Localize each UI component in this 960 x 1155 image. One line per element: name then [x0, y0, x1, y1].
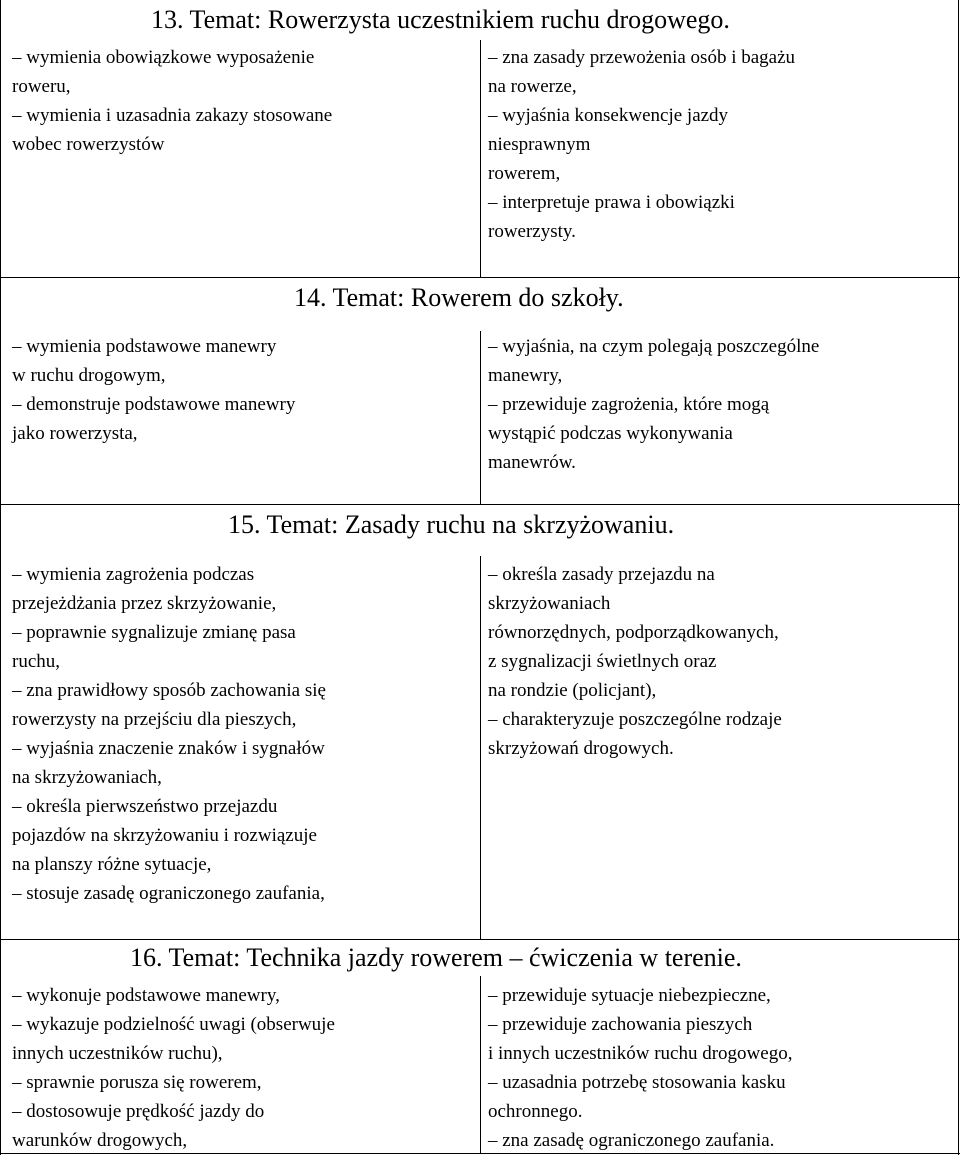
row-divider-13-14	[0, 277, 960, 278]
list-item: – zna zasadę ograniczonego zaufania.	[488, 1130, 775, 1151]
column-divider-13	[480, 40, 481, 277]
list-item: na planszy różne sytuacje,	[12, 854, 212, 875]
list-item: – wyjaśnia, na czym polegają poszczególne	[488, 336, 820, 357]
list-item: – przewiduje zagrożenia, które mogą	[488, 394, 770, 415]
table-border-right	[958, 0, 959, 1155]
section-15-skills-basic	[12, 560, 326, 908]
list-item: – poprawnie sygnalizuje zmianę pasa	[12, 622, 296, 643]
section-13-skills-basic	[12, 43, 332, 159]
list-item: – przewiduje zachowania pieszych	[488, 1014, 753, 1035]
section-title-14: 14. Temat: Rowerem do szkoły.	[294, 283, 624, 312]
list-item: skrzyżowań drogowych.	[488, 738, 674, 759]
list-item: manewrów.	[488, 452, 576, 473]
list-item: – zna prawidłowy sposób zachowania się	[12, 680, 326, 701]
section-16-skills-extended	[488, 981, 792, 1155]
list-item: – wymienia obowiązkowe wyposażenie	[12, 47, 315, 68]
list-item: – określa zasady przejazdu na	[488, 564, 715, 585]
section-title-15: 15. Temat: Zasady ruchu na skrzyżowaniu.	[228, 510, 675, 539]
section-14-skills-basic	[12, 332, 295, 448]
list-item: – dostosowuje prędkość jazdy do	[12, 1101, 265, 1122]
list-item: i innych uczestników ruchu drogowego,	[488, 1043, 793, 1064]
list-item: w ruchu drogowym,	[12, 365, 166, 386]
list-item: roweru,	[12, 76, 71, 97]
list-item: rowerem,	[488, 163, 561, 184]
section-title-13: 13. Temat: Rowerzysta uczestnikiem ruchu drogowego.	[151, 5, 730, 34]
section-title-16: 16. Temat: Technika jazdy rowerem – ćwiczenia w terenie.	[130, 943, 742, 972]
list-item: wobec rowerzystów	[12, 134, 165, 155]
list-item: innych uczestników ruchu),	[12, 1043, 223, 1064]
list-item: – wymienia podstawowe manewry	[12, 336, 277, 357]
list-item: manewry,	[488, 365, 563, 386]
column-divider-16	[480, 976, 481, 1153]
section-15-skills-extended	[488, 560, 782, 763]
list-item: – określa pierwszeństwo przejazdu	[12, 796, 278, 817]
row-divider-14-15	[0, 504, 960, 505]
list-item: na rondzie (policjant),	[488, 680, 657, 701]
list-item: – wykazuje podzielność uwagi (obserwuje	[12, 1014, 335, 1035]
list-item: – demonstruje podstawowe manewry	[12, 394, 296, 415]
list-item: – uzasadnia potrzebę stosowania kasku	[488, 1072, 786, 1093]
list-item: przejeżdżania przez skrzyżowanie,	[12, 593, 277, 614]
list-item: rowerzysty.	[488, 221, 576, 242]
list-item: – wyjaśnia znaczenie znaków i sygnałów	[12, 738, 325, 759]
list-item: jako rowerzysta,	[12, 423, 138, 444]
list-item: pojazdów na skrzyżowaniu i rozwiązuje	[12, 825, 317, 846]
section-16-skills-basic	[12, 981, 335, 1155]
section-14-skills-extended	[488, 332, 819, 477]
list-item: – przewiduje sytuacje niebezpieczne,	[488, 985, 771, 1006]
list-item: ruchu,	[12, 651, 61, 672]
list-item: – wyjaśnia konsekwencje jazdy	[488, 105, 729, 126]
column-divider-14	[480, 331, 481, 504]
list-item: – wymienia i uzasadnia zakazy stosowane	[12, 105, 333, 126]
list-item: – interpretuje prawa i obowiązki	[488, 192, 735, 213]
list-item: na rowerze,	[488, 76, 577, 97]
list-item: – stosuje zasadę ograniczonego zaufania,	[12, 883, 325, 904]
list-item: niesprawnym	[488, 134, 591, 155]
list-item: warunków drogowych,	[12, 1130, 188, 1151]
row-divider-15-16	[0, 939, 960, 940]
list-item: ochronnego.	[488, 1101, 583, 1122]
list-item: – wymienia zagrożenia podczas	[12, 564, 255, 585]
list-item: – zna zasady przewożenia osób i bagażu	[488, 47, 796, 68]
list-item: rowerzysty na przejściu dla pieszych,	[12, 709, 297, 730]
list-item: – sprawnie porusza się rowerem,	[12, 1072, 262, 1093]
list-item: skrzyżowaniach	[488, 593, 611, 614]
list-item: wystąpić podczas wykonywania	[488, 423, 733, 444]
list-item: – wykonuje podstawowe manewry,	[12, 985, 280, 1006]
list-item: równorzędnych, podporządkowanych,	[488, 622, 779, 643]
list-item: na skrzyżowaniach,	[12, 767, 162, 788]
section-13-skills-extended	[488, 43, 795, 246]
list-item: z sygnalizacji świetlnych oraz	[488, 651, 717, 672]
table-border-left	[0, 0, 1, 1155]
column-divider-15	[480, 556, 481, 939]
list-item: – charakteryzuje poszczególne rodzaje	[488, 709, 782, 730]
